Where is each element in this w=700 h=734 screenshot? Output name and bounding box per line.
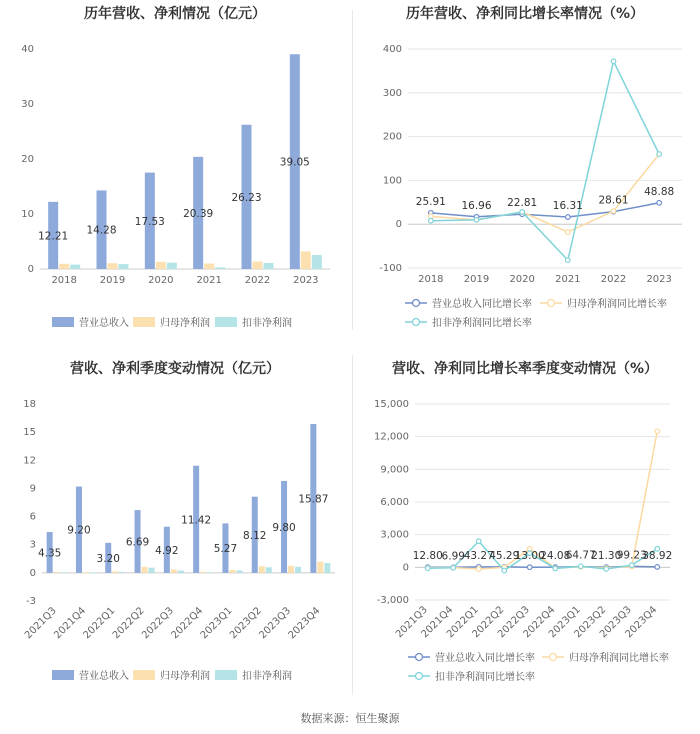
legend-marker	[413, 300, 420, 307]
legend-swatch	[133, 670, 155, 680]
data-label: 6.69	[125, 536, 150, 549]
x-tick-label: 2023Q4	[286, 605, 323, 642]
chart-title: 营收、净利同比增长率季度变动情况（%）	[391, 361, 659, 377]
bar	[119, 572, 125, 573]
bar	[90, 573, 96, 574]
chart-annual-growth-rate	[350, 0, 700, 340]
legend-label: 扣非净利润同比增长率	[435, 672, 535, 683]
data-label: 16.96	[461, 199, 492, 212]
data-label: 21.30	[591, 550, 622, 563]
bar	[301, 251, 311, 269]
x-tick-label: 2022Q4	[521, 604, 558, 641]
legend-swatch	[215, 670, 237, 680]
data-label: 39.05	[279, 156, 310, 169]
x-tick-label: 2018	[51, 275, 77, 286]
data-point	[527, 565, 532, 570]
x-tick-label: 2021Q3	[394, 604, 430, 641]
data-point	[566, 215, 571, 220]
x-tick-label: 2022Q1	[445, 604, 481, 641]
x-tick-label: 2020	[509, 274, 535, 285]
data-label: 17.53	[134, 215, 165, 228]
x-tick-label: 2022	[600, 274, 627, 285]
y-tick-label: 200	[382, 131, 402, 143]
data-label: 4.35	[37, 547, 62, 560]
bar	[156, 262, 166, 269]
data-label: 26.23	[231, 191, 262, 204]
x-tick-label: 2021Q4	[52, 605, 89, 642]
y-tick-label: 18	[23, 399, 36, 410]
chart-title: 历年营收、净利情况（亿元）	[84, 6, 266, 22]
y-tick-label: 12	[23, 455, 36, 467]
y-tick-label: 3,000	[380, 529, 409, 541]
x-tick-label: 2023Q1	[198, 605, 235, 642]
data-label: 5.27	[213, 543, 238, 556]
legend-label: 营业总收入	[79, 671, 129, 682]
bar	[264, 263, 274, 269]
bar	[207, 572, 213, 573]
chart-svg	[350, 0, 700, 340]
data-label: 28.61	[598, 194, 629, 207]
data-point	[655, 565, 660, 570]
bar	[295, 567, 301, 573]
data-label: 24.08	[540, 550, 571, 563]
y-tick-label: 9,000	[380, 464, 409, 476]
data-label: 45.29	[489, 549, 520, 562]
legend-label: 扣非净利润同比增长率	[432, 318, 532, 329]
bar	[253, 262, 263, 269]
x-tick-label: 2022Q3	[496, 604, 532, 641]
data-point	[476, 539, 481, 544]
x-tick-label: 2022Q2	[470, 604, 507, 641]
data-point	[578, 564, 583, 569]
chart-annual-revenue-profit	[0, 0, 350, 340]
data-label: 99.23	[616, 549, 647, 562]
bar	[70, 265, 80, 269]
x-tick-label: 2022	[244, 275, 271, 286]
y-tick-label: 300	[382, 87, 402, 99]
legend-marker	[550, 654, 557, 661]
data-point	[451, 565, 456, 570]
data-label: 14.28	[86, 224, 117, 237]
data-label: 11.42	[181, 514, 212, 527]
chart-svg	[350, 352, 700, 697]
data-label: 15.87	[298, 493, 329, 506]
data-point	[629, 563, 634, 568]
legend-label: 营业总收入同比增长率	[432, 299, 532, 310]
legend-marker	[413, 319, 420, 326]
y-tick-label: 3	[29, 539, 36, 551]
data-label: 64.77	[565, 549, 596, 562]
chart-quarterly-growth-rate	[350, 352, 700, 697]
data-point	[520, 210, 525, 215]
data-label: 3.20	[96, 552, 120, 565]
data-point	[604, 567, 609, 572]
bar	[119, 264, 129, 269]
chart-title: 营收、净利季度变动情况（亿元）	[70, 361, 280, 377]
legend-label: 归母净利润	[160, 671, 210, 682]
bar	[324, 563, 330, 573]
series-line	[431, 61, 659, 260]
y-tick-label: 0	[29, 567, 36, 579]
bar	[112, 571, 118, 572]
data-point	[502, 568, 507, 573]
legend-label: 扣非净利润	[242, 318, 292, 329]
y-tick-label: 6,000	[380, 497, 409, 508]
bar	[317, 562, 323, 573]
data-point	[657, 200, 662, 205]
y-tick-label: 10	[21, 209, 34, 220]
y-tick-label: 30	[21, 99, 34, 110]
legend-swatch	[52, 317, 74, 327]
x-tick-label: 2021	[555, 274, 581, 285]
bar	[204, 264, 214, 270]
data-point	[425, 566, 430, 571]
data-label: 16.31	[552, 200, 583, 213]
x-tick-label: 2022Q3	[140, 605, 176, 642]
y-tick-label: 0	[27, 264, 34, 275]
bar	[288, 566, 294, 573]
bar	[61, 572, 67, 573]
y-tick-label: 0	[402, 562, 409, 574]
x-tick-label: 2023Q2	[572, 604, 609, 641]
y-tick-label: -3,000	[376, 595, 409, 606]
x-tick-label: 2019	[463, 274, 490, 285]
data-point	[429, 218, 434, 223]
legend-label: 归母净利润同比增长率	[569, 653, 669, 664]
data-point	[566, 230, 571, 235]
chart-title: 历年营收、净利同比增长率情况（%）	[405, 6, 645, 22]
data-point	[657, 152, 662, 157]
data-label: 22.81	[507, 197, 538, 210]
chart-svg	[0, 0, 350, 340]
data-label: 9.80	[272, 521, 296, 534]
bar	[236, 571, 242, 573]
x-tick-label: 2022Q4	[169, 605, 206, 642]
y-tick-label: 15,000	[374, 399, 409, 410]
y-tick-label: -3	[26, 596, 36, 607]
bar	[215, 267, 225, 269]
legend-marker	[416, 673, 423, 680]
bar	[171, 570, 177, 573]
x-tick-label: 2020	[148, 275, 174, 286]
bar	[59, 264, 69, 269]
bar	[167, 263, 177, 269]
data-label: 12.80	[412, 550, 443, 563]
x-tick-label: 2023	[646, 274, 672, 285]
bar	[259, 566, 265, 573]
data-label: 9.20	[67, 524, 91, 537]
data-label: 13.00	[514, 550, 545, 563]
chart-svg	[0, 352, 350, 697]
legend-label: 营业总收入同比增长率	[435, 653, 535, 664]
data-point	[655, 429, 660, 434]
y-tick-label: -100	[379, 263, 402, 274]
data-label: 6.99	[441, 550, 465, 563]
data-point	[611, 209, 616, 214]
bar	[54, 572, 60, 573]
data-source: 数据来源：恒生聚源	[300, 712, 400, 725]
x-tick-label: 2023Q3	[257, 605, 294, 642]
x-tick-label: 2023Q2	[228, 605, 264, 642]
y-tick-label: 20	[21, 154, 34, 165]
x-tick-label: 2023Q4	[623, 604, 660, 641]
legend-swatch	[133, 317, 155, 327]
x-tick-label: 2018	[418, 274, 444, 285]
x-tick-label: 2023	[293, 275, 319, 286]
y-tick-label: 15	[23, 427, 36, 439]
legend-swatch	[52, 670, 74, 680]
legend-marker	[548, 300, 555, 307]
bar	[200, 572, 206, 573]
data-point	[566, 258, 571, 263]
data-point	[553, 566, 558, 571]
data-point	[611, 59, 616, 64]
data-label: 43.27	[463, 549, 494, 562]
x-tick-label: 2023Q3	[598, 604, 634, 641]
x-tick-label: 2021Q3	[22, 605, 59, 642]
data-label: 48.88	[644, 185, 675, 198]
bar	[312, 255, 322, 269]
data-label: 8.12	[243, 529, 267, 542]
data-label: 25.91	[415, 195, 446, 208]
data-label: 4.92	[155, 544, 179, 557]
legend-marker	[416, 654, 423, 661]
y-tick-label: 0	[395, 219, 402, 231]
bar	[149, 568, 155, 573]
bar	[142, 567, 148, 573]
y-tick-label: 100	[382, 175, 402, 187]
x-tick-label: 2021Q4	[419, 604, 456, 641]
x-tick-label: 2022Q1	[81, 605, 118, 642]
data-label: 20.39	[183, 207, 214, 220]
chart-quarterly-revenue-profit	[0, 352, 350, 697]
bar	[83, 572, 89, 573]
y-tick-label: 12,000	[374, 431, 409, 443]
y-tick-label: 9	[29, 483, 36, 495]
bar	[178, 571, 184, 573]
bar	[266, 567, 272, 573]
data-label: 12.21	[38, 230, 69, 243]
legend-label: 归母净利润	[160, 318, 210, 329]
legend-label: 营业总收入	[79, 318, 129, 329]
data-point	[476, 567, 481, 572]
x-tick-label: 2019	[99, 275, 126, 286]
legend-label: 归母净利润同比增长率	[567, 299, 667, 310]
x-tick-label: 2022Q2	[110, 605, 147, 642]
y-tick-label: 40	[21, 44, 34, 55]
x-tick-label: 2023Q1	[547, 604, 583, 641]
y-tick-label: 6	[29, 511, 36, 523]
legend-label: 扣非净利润	[242, 671, 292, 682]
data-label: 38.92	[642, 549, 673, 562]
x-tick-label: 2021	[196, 275, 222, 286]
legend-swatch	[215, 317, 237, 327]
y-tick-label: 400	[382, 44, 402, 55]
data-point	[474, 218, 479, 223]
bar	[229, 570, 235, 573]
bar	[108, 263, 118, 269]
